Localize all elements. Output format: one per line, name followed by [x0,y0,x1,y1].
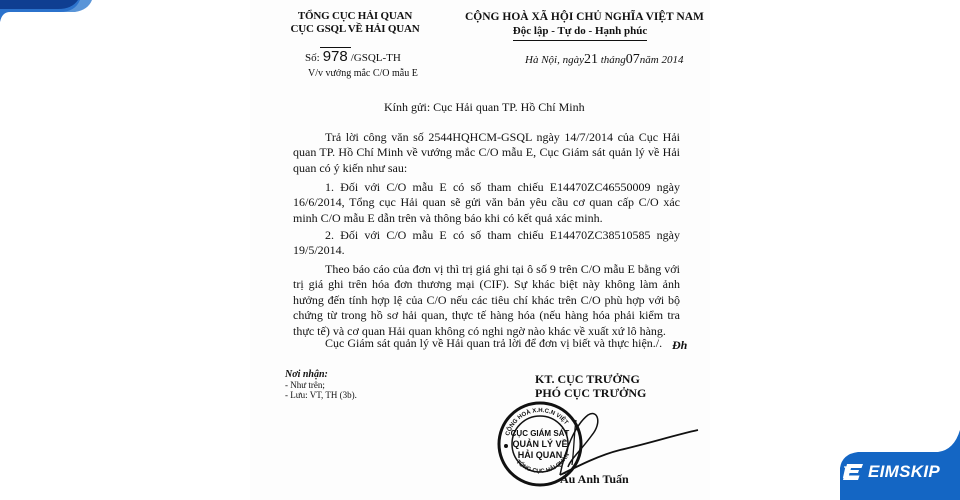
agency-line-2: CỤC GSQL VỀ HẢI QUAN [290,23,420,35]
body-paragraph: Theo báo cáo của đơn vị thì trị giá ghi tại ô số 9 trên C/O mẫu E bằng với trị giá ghi trên hóa đơn thương mại (CIF). Sự khác biệt này không làm ảnh hưởng đến tính hợp lệ của C/O nếu các tiêu chí khác trên C/O phù hợp với bộ chứng từ trong hồ sơ hải quan, thực tế hàng hóa (nếu hàng hóa phải kiểm tra thực tế) và cơ quan Hải quan không có nghi ngờ nào khác về xuất xứ lô hàng. [293,262,680,338]
corner-decoration-top [0,0,100,30]
brand-name: EIMSKIP [867,462,940,481]
recipient-item: - Lưu: VT, TH (3b). [285,390,357,400]
document-number: Số: 978 /GSQL-TH [305,48,401,65]
issuing-agency [290,10,420,36]
eimskip-logo [842,462,940,482]
document-number-value: 978 [320,47,351,65]
body-paragraph: 2. Đối với C/O mẫu E có số tham chiếu E14470ZC38510585 ngày 19/5/2014. [293,228,680,258]
svg-text:QUẢN LÝ VỀ: QUẢN LÝ VỀ [512,439,568,449]
initials-mark: Đh [672,338,688,352]
document-subject: V/v vướng mắc C/O mẫu E [308,68,418,79]
date-line: Hà Nội, ngày21 tháng07năm 2014 [525,52,684,67]
national-header [465,10,704,41]
body-paragraph: Cục Giám sát quản lý về Hải quan trả lời để đơn vị biết và thực hiện./. [325,336,663,350]
body-paragraph: Trả lời công văn số 2544HQHCM-GSQL ngày 14/7/2014 của Cục Hải quan TP. Hồ Chí Minh về vướng mắc C/O mẫu E, Cục Giám sát quản lý về Hải quan có ý kiến như sau: [293,130,680,175]
agency-line-1: TỔNG CỤC HẢI QUAN [297,10,413,22]
eimskip-e-icon [842,463,864,481]
signatory-title: KT. CỤC TRƯỞNG PHÓ CỤC TRƯỞNG [535,372,647,400]
svg-text:CỤC GIÁM SÁT: CỤC GIÁM SÁT [510,429,570,438]
date-day: 21 [583,52,598,67]
date-month: 07 [625,52,640,67]
signer-name: Âu Anh Tuấn [560,472,629,486]
recipients-block [285,370,357,400]
recipients-title: Nơi nhận: [285,369,328,380]
addressee: Kính gửi: Cục Hải quan TP. Hồ Chí Minh [384,100,585,114]
body-paragraph: 1. Đối với C/O mẫu E có số tham chiếu E14470ZC46550009 ngày 16/6/2014, Tổng cục Hải quan sẽ gửi văn bản yêu cầu cơ quan cấp C/O xác minh C/O mẫu E dẫn trên và thông báo khi có kết quả xác minh. [293,180,680,225]
country-name: CỘNG HOÀ XÃ HỘI CHỦ NGHĨA VIỆT NAM [465,11,704,23]
svg-text:TỔNG CỤC HẢI QUAN: TỔNG CỤC HẢI QUAN [514,452,571,475]
national-motto: Độc lập - Tự do - Hạnh phúc [513,24,647,41]
recipient-item: - Như trên; [285,380,325,390]
svg-text:HẢI QUAN: HẢI QUAN [517,450,563,460]
svg-text:CỘNG HOÀ X.H.C.N VIỆT: CỘNG HOÀ X.H.C.N VIỆT [505,407,569,437]
